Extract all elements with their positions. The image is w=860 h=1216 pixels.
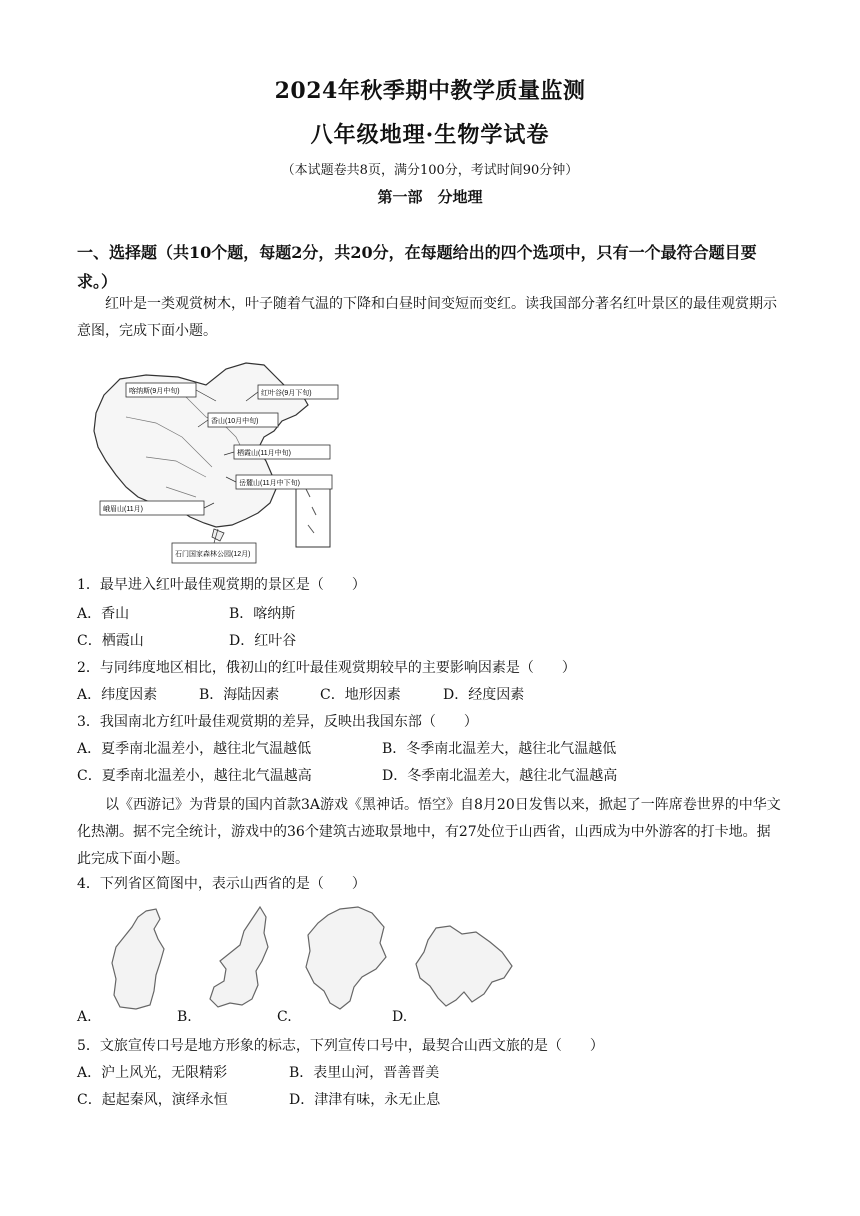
map-label-hongyegu: 红叶谷(9月下旬) (261, 390, 312, 397)
q3-option-a[interactable]: A．夏季南北温差小，越往北气温越低 (77, 741, 312, 757)
passage-1: 红叶是一类观赏树木，叶子随着气温的下降和白昼时间变短而变红。读我国部分著名红叶景区的最佳观赏期示意图，完成下面小题。 (77, 296, 777, 339)
exam-subtitle: 八年级地理·生物学试卷 (310, 122, 550, 148)
passage-2: 以《西游记》为背景的国内首款3A游戏《黑神话。悟空》自8月20日发售以来，掀起了一阵席卷世界的中华文化热潮。据不完全统计，游戏中的36个建筑古迹取景地中，有27处位于山西省，山西成为中外游客的打卡地。据此完成下面小题。 (77, 797, 781, 867)
q4-option-d[interactable]: D. (392, 1009, 408, 1025)
q1-option-a[interactable]: A．香山 (77, 606, 130, 622)
province-shape-a[interactable] (106, 905, 174, 1015)
part-heading: 第一部 分地理 (377, 188, 483, 206)
exam-note: （本试题卷共8页，满分100分，考试时间90分钟） (281, 163, 579, 178)
q1-option-c[interactable]: C．栖霞山 (77, 633, 144, 649)
question-3-stem: 3．我国南北方红叶最佳观赏期的差异，反映出我国东部（ ） (77, 714, 478, 730)
map-label-qixiashan: 栖霞山(11月中旬) (237, 450, 291, 457)
q4-option-c[interactable]: C. (277, 1009, 292, 1025)
q5-option-a[interactable]: A．沪上风光，无限精彩 (77, 1065, 228, 1081)
question-4-stem: 4．下列省区简图中，表示山西省的是（ ） (77, 876, 366, 892)
q4-option-a[interactable]: A. (77, 1009, 92, 1025)
q5-option-c[interactable]: C．起起秦风，演绎永恒 (77, 1092, 228, 1108)
q5-option-d[interactable]: D．津津有味，永无止息 (289, 1092, 441, 1108)
map-label-yuelushan: 岳麓山(11月中下旬) (239, 480, 300, 487)
china-map-svg (86, 357, 346, 567)
province-shape-b[interactable] (206, 905, 272, 1015)
section-heading: 一、选择题（共10个题，每题2分，共20分，在每题给出的四个选项中，只有一个最符合题目要求。） (77, 243, 757, 291)
q3-option-d[interactable]: D．冬季南北温差大，越往北气温越高 (382, 768, 618, 784)
q2-option-b[interactable]: B．海陆因素 (199, 687, 280, 703)
q1-option-d[interactable]: D．红叶谷 (229, 633, 297, 649)
map-label-emeishan: 峨眉山(11月) (103, 506, 143, 513)
province-shape-d[interactable] (412, 922, 516, 1012)
exam-title: 2024年秋季期中教学质量监测 (274, 78, 586, 104)
question-2-stem: 2．与同纬度地区相比，俄初山的红叶最佳观赏期较早的主要影响因素是（ ） (77, 660, 576, 676)
q4-option-b[interactable]: B. (177, 1009, 192, 1025)
map-label-xiangshan: 香山(10月中旬) (211, 418, 259, 425)
q2-option-d[interactable]: D．经度因素 (443, 687, 525, 703)
q5-option-b[interactable]: B．表里山河，晋善晋美 (289, 1065, 440, 1081)
map-label-kanas: 喀纳斯(9月中旬) (129, 388, 180, 395)
question-5-stem: 5．文旅宣传口号是地方形象的标志，下列宣传口号中，最契合山西文旅的是（ ） (77, 1038, 604, 1054)
question-1-stem: 1．最早进入红叶最佳观赏期的景区是（ ） (77, 577, 366, 593)
q2-option-a[interactable]: A．纬度因素 (77, 687, 158, 703)
q3-option-c[interactable]: C．夏季南北温差小，越往北气温越高 (77, 768, 312, 784)
q1-option-b[interactable]: B．喀纳斯 (229, 606, 296, 622)
map-label-shimen: 石门国家森林公园(12月) (175, 551, 251, 558)
q2-option-c[interactable]: C．地形因素 (320, 687, 401, 703)
china-map-figure (86, 357, 346, 567)
q3-option-b[interactable]: B．冬季南北温差大，越往北气温越低 (382, 741, 617, 757)
province-shape-c[interactable] (300, 905, 392, 1015)
